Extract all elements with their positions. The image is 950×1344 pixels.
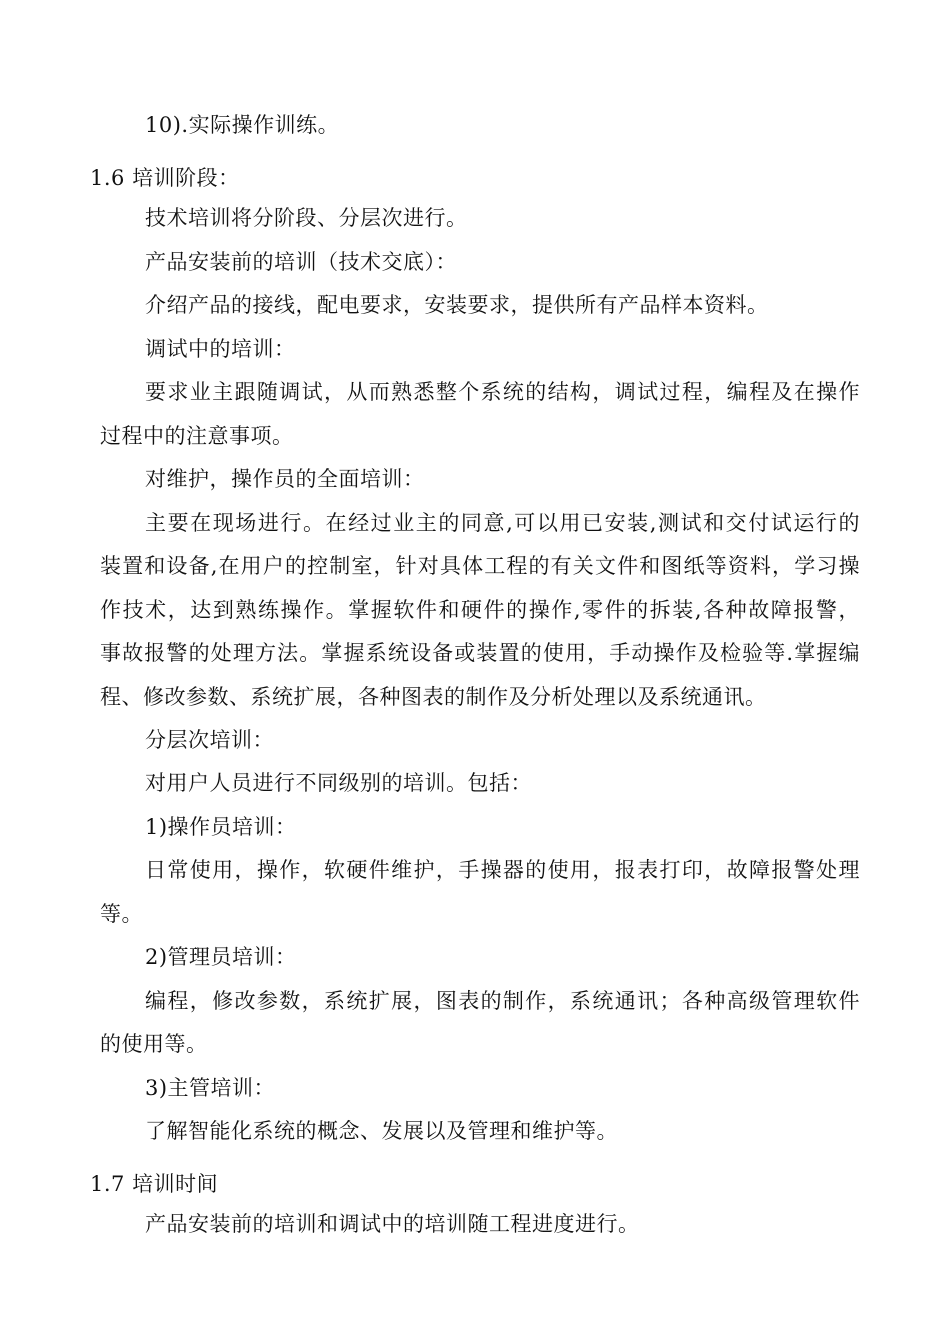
paragraph-line: 等。 xyxy=(100,902,143,926)
paragraph-line: 的使用等。 xyxy=(100,1032,208,1056)
paragraph-line: 程、修改参数、系统扩展，各种图表的制作及分析处理以及系统通讯。 xyxy=(100,685,767,709)
paragraph-line: 了解智能化系统的概念、发展以及管理和维护等。 xyxy=(145,1119,618,1143)
list-item-10: 10).实际操作训练。 xyxy=(145,113,340,137)
subheading-commissioning-training: 调试中的培训： xyxy=(145,337,296,361)
subheading-pre-install-training: 产品安装前的培训（技术交底）： xyxy=(145,250,457,274)
paragraph-line: 作技术，达到熟练操作。掌握软件和硬件的操作,零件的拆装,各种故障报警， xyxy=(100,598,860,622)
paragraph-line: 过程中的注意事项。 xyxy=(100,424,294,448)
section-heading-1-7: 1.7 培训时间 xyxy=(90,1172,219,1196)
paragraph-line: 要求业主跟随调试，从而熟悉整个系统的结构，调试过程，编程及在操作 xyxy=(145,380,860,404)
subheading-maintenance-training: 对维护，操作员的全面培训： xyxy=(145,467,425,491)
paragraph-line: 事故报警的处理方法。掌握系统设备或装置的使用，手动操作及检验等.掌握编 xyxy=(100,641,860,665)
subheading-operator-training: 1)操作员培训： xyxy=(145,815,297,839)
paragraph-line: 技术培训将分阶段、分层次进行。 xyxy=(145,206,468,230)
paragraph-line: 产品安装前的培训和调试中的培训随工程进度进行。 xyxy=(145,1212,640,1236)
paragraph-line: 编程，修改参数，系统扩展，图表的制作，系统通讯；各种高级管理软件 xyxy=(145,989,860,1013)
paragraph-line: 介绍产品的接线，配电要求，安装要求，提供所有产品样本资料。 xyxy=(145,293,769,317)
subheading-admin-training: 2)管理员培训： xyxy=(145,945,297,969)
subheading-tiered-training: 分层次培训： xyxy=(145,728,274,752)
paragraph-line: 主要在现场进行。在经过业主的同意,可以用已安装,测试和交付试运行的 xyxy=(145,511,860,535)
section-heading-1-6: 1.6 培训阶段： xyxy=(90,166,240,190)
paragraph-line: 日常使用，操作，软硬件维护，手操器的使用，报表打印，故障报警处理 xyxy=(145,858,860,882)
paragraph-line: 对用户人员进行不同级别的培训。包括： xyxy=(145,771,532,795)
subheading-supervisor-training: 3)主管培训： xyxy=(145,1076,276,1100)
paragraph-line: 装置和设备,在用户的控制室，针对具体工程的有关文件和图纸等资料，学习操 xyxy=(100,554,860,578)
